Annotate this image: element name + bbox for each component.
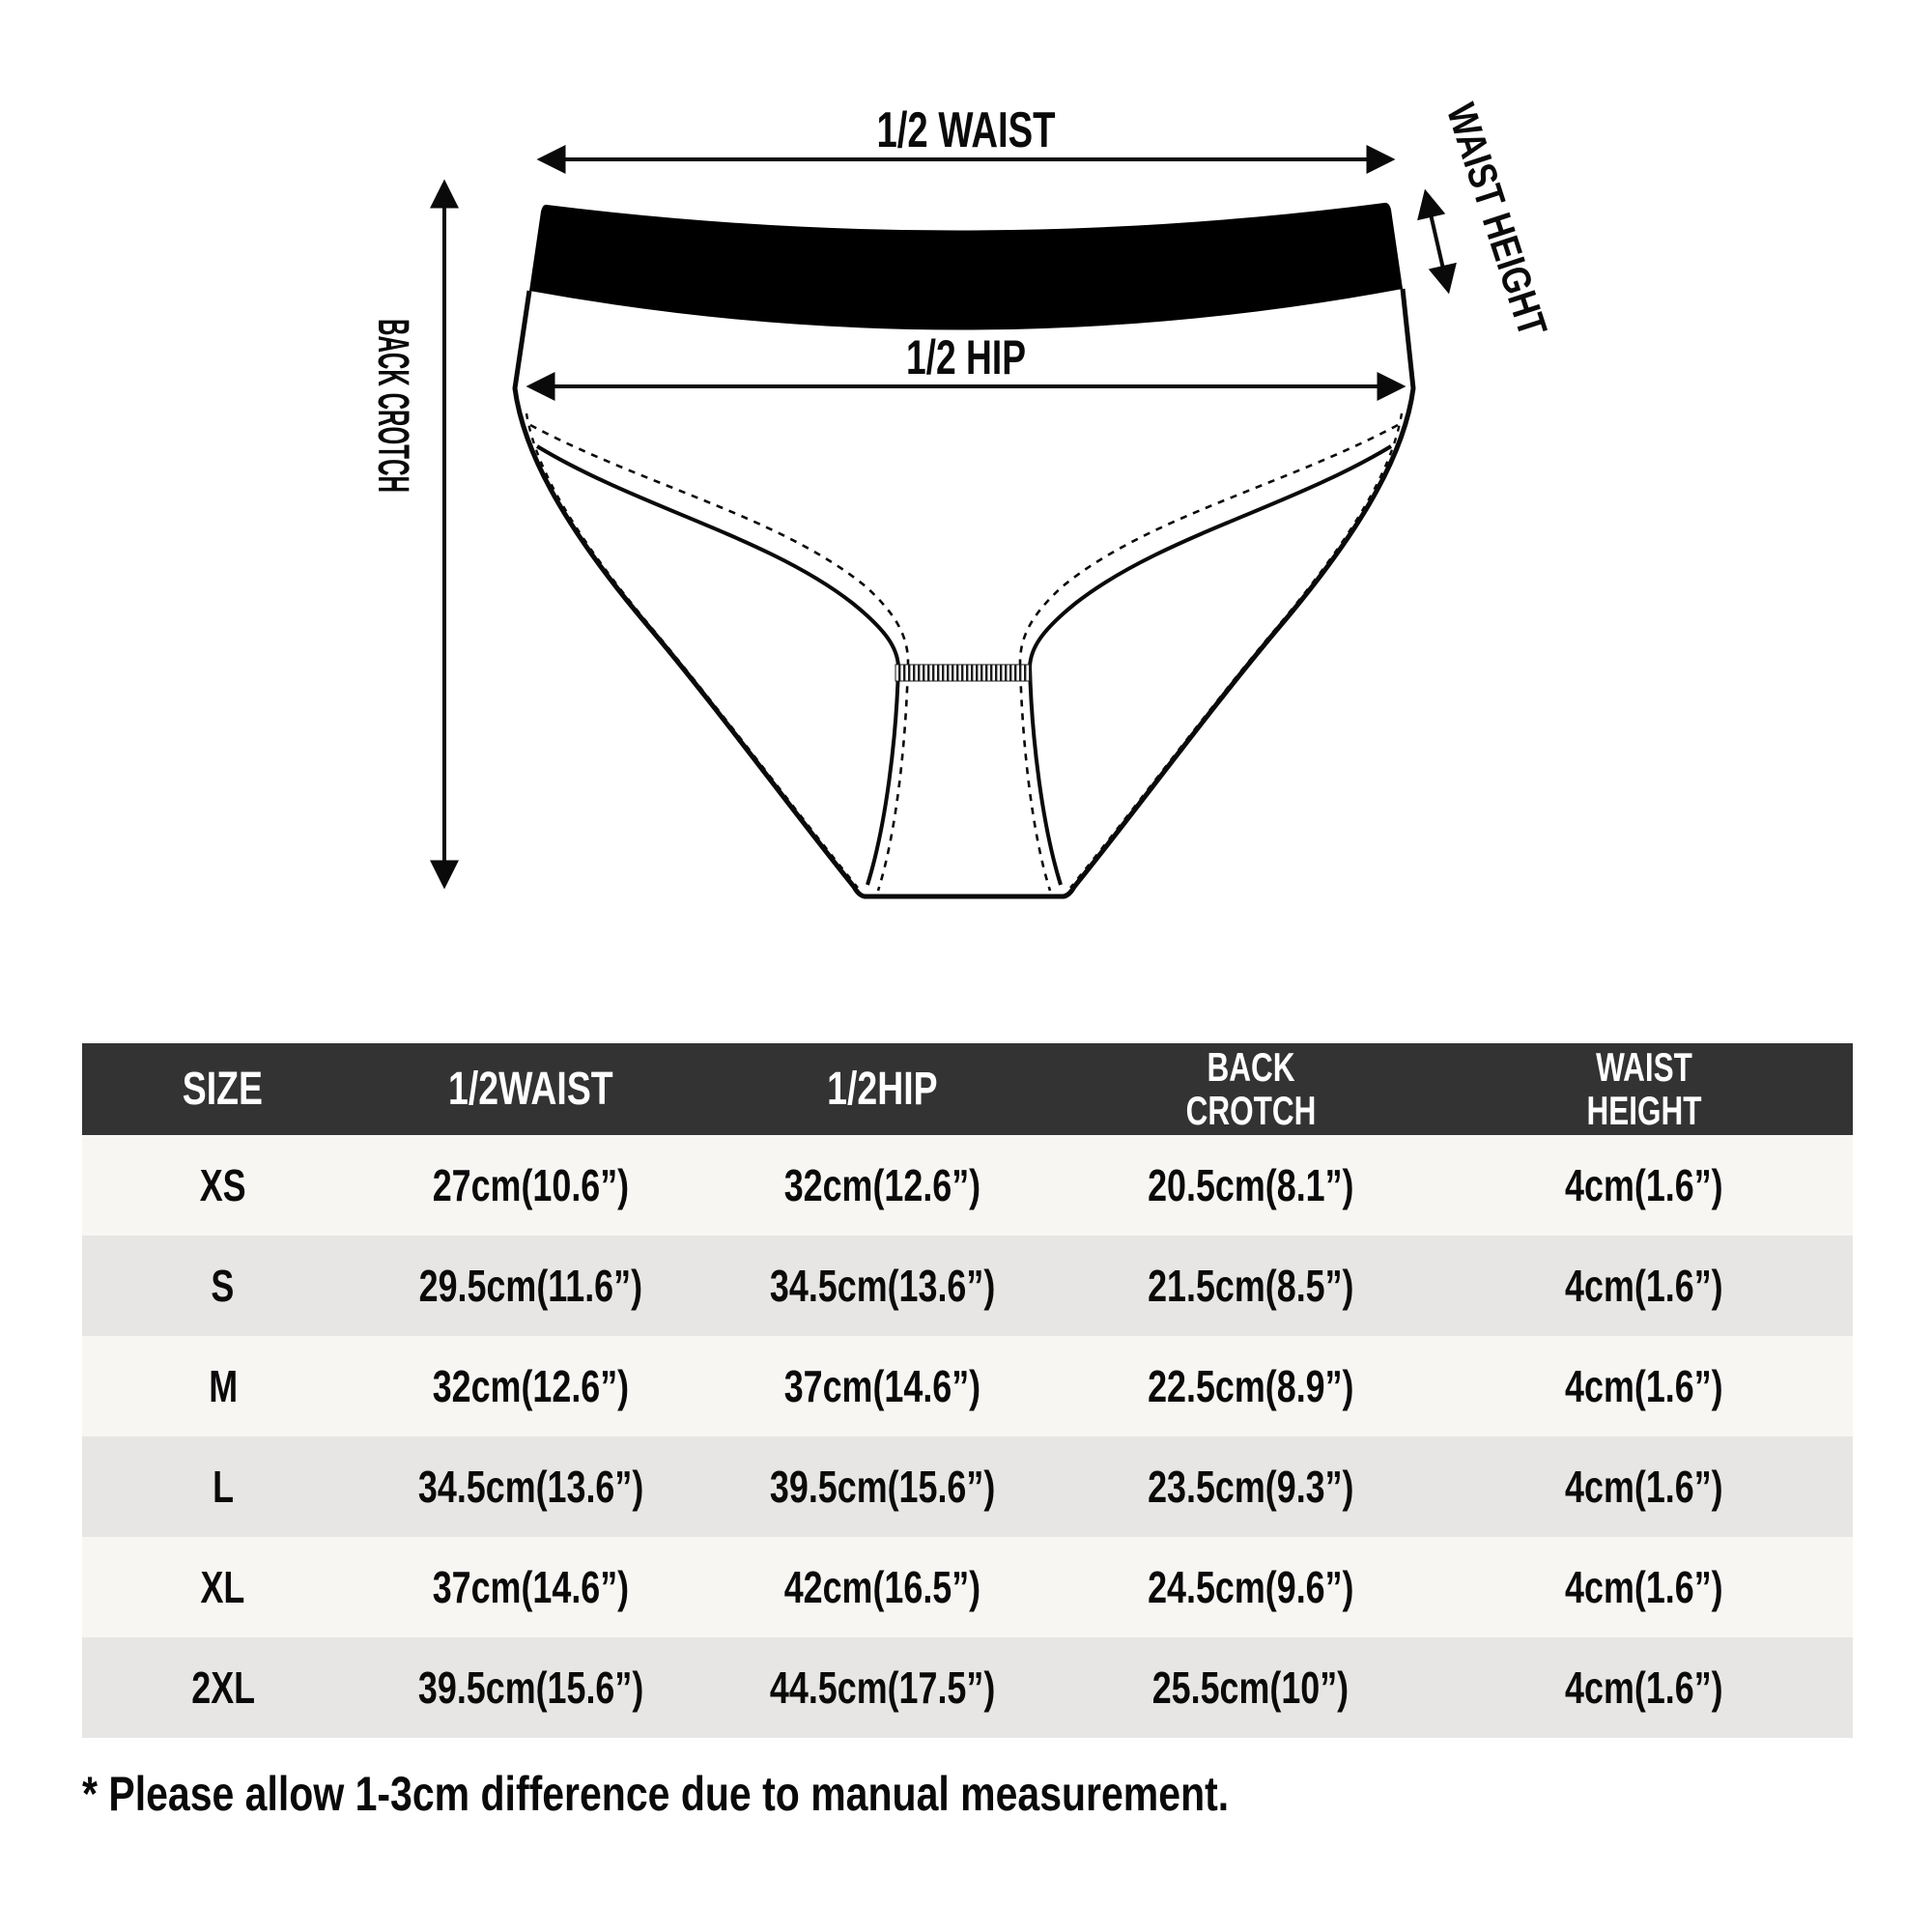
right-leg-stitch-dashed [1020,425,1398,891]
col-header-half-hip-label: 1/2HIP [827,1064,938,1115]
back-crotch-value: 20.5cm(8.1”) [1148,1160,1354,1210]
size-value: 2XL [190,1662,255,1713]
waist-height-value: 4cm(1.6”) [1564,1160,1723,1210]
half-hip-value: 44.5cm(17.5”) [769,1662,996,1713]
half-hip-value: 39.5cm(15.6”) [769,1462,996,1512]
size-value: XL [200,1562,245,1612]
col-header-size [171,1063,274,1116]
waist-height-value: 4cm(1.6”) [1564,1261,1723,1311]
col-header-half-waist [425,1063,637,1116]
crotch-seam-rib [895,665,1031,681]
left-edge-stitch-dashed [526,413,858,888]
back-crotch-value: 22.5cm(8.9”) [1148,1361,1354,1411]
table-row-xl [82,1537,1853,1637]
col-header-size-label: SIZE [183,1064,264,1115]
back-crotch-value: 24.5cm(9.6”) [1148,1562,1354,1612]
left-leg-stitch-dashed [530,425,908,891]
waist-height-value: 4cm(1.6”) [1564,1462,1723,1512]
size-value: L [212,1462,234,1512]
back-crotch-value: 21.5cm(8.5”) [1148,1261,1354,1311]
table-header-row [82,1043,1853,1135]
half-waist-value: 34.5cm(13.6”) [417,1462,644,1512]
right-edge-stitch-dashed [1070,413,1402,888]
half-hip-label: 1/2 HIP [906,330,1026,384]
col-header-half-waist-label: 1/2WAIST [448,1064,613,1115]
half-waist-value: 32cm(12.6”) [432,1361,630,1411]
back-crotch-value: 23.5cm(9.3”) [1148,1462,1354,1512]
table-row-s [82,1236,1853,1336]
half-waist-value: 29.5cm(11.6”) [418,1261,643,1311]
size-value: M [208,1361,238,1411]
table-row-xs [82,1135,1853,1236]
size-chart-table [82,1043,1853,1738]
measurement-disclaimer: * Please allow 1-3cm difference due to manual measurement. [82,1767,1230,1821]
half-waist-value: 39.5cm(15.6”) [417,1662,644,1713]
size-value: S [211,1261,235,1311]
right-leg-seam [1030,446,1391,885]
half-waist-label: 1/2 WAIST [876,102,1056,158]
waist-height-arrow [1426,193,1448,290]
waist-height-value: 4cm(1.6”) [1564,1662,1723,1713]
half-waist-value: 27cm(10.6”) [432,1160,630,1210]
table-row-m [82,1336,1853,1436]
waist-height-label: WAIST HEIGHT [1437,98,1573,391]
half-hip-value: 34.5cm(13.6”) [769,1261,996,1311]
waist-height-value: 4cm(1.6”) [1564,1361,1723,1411]
table-row-l [82,1436,1853,1537]
waist-height-value: 4cm(1.6”) [1564,1562,1723,1612]
back-crotch-value: 25.5cm(10”) [1152,1662,1350,1713]
col-header-back-crotch-label: BACK CROTCH [1185,1043,1317,1133]
half-waist-value: 37cm(14.6”) [432,1562,630,1612]
size-value: XS [199,1160,246,1210]
table-row-2xl [82,1637,1853,1738]
half-hip-value: 32cm(12.6”) [783,1160,981,1210]
back-crotch-label: BACK CROTCH [369,319,418,642]
waistband-shape [529,203,1403,330]
col-header-back-crotch [1154,1043,1348,1133]
left-leg-seam [537,446,898,885]
col-header-waist-height [1548,1043,1741,1133]
half-hip-value: 37cm(14.6”) [783,1361,981,1411]
col-header-half-hip [811,1063,953,1116]
col-header-waist-height-label: WAIST HEIGHT [1586,1043,1702,1133]
half-hip-value: 42cm(16.5”) [783,1562,981,1612]
